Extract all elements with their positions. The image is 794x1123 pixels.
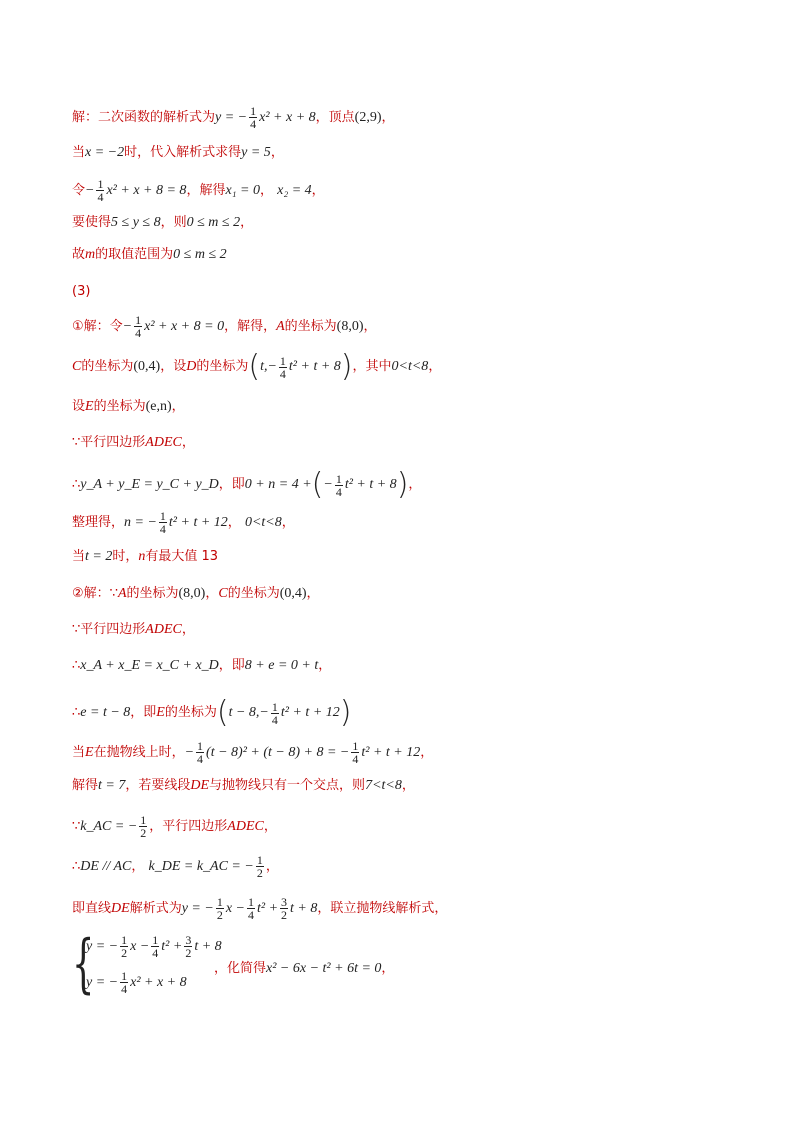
num: 1 <box>152 933 159 947</box>
solution-line-17 <box>72 695 352 730</box>
text: ，若要线段 <box>125 778 191 793</box>
solution-line-2 <box>72 144 284 162</box>
math: e = t − 8 <box>80 705 131 720</box>
num: 1 <box>121 969 128 983</box>
num: 1 <box>97 177 104 191</box>
text: 当 <box>72 744 86 760</box>
fraction <box>335 473 343 498</box>
solution-line-12 <box>72 510 295 535</box>
math: t + 8 <box>194 938 222 954</box>
math: t² + t + 12 <box>168 514 228 530</box>
text: 解得 <box>72 778 99 793</box>
text: 的坐标为 <box>284 318 337 334</box>
text: ，解得， <box>224 318 277 334</box>
math: − <box>122 318 133 334</box>
system-eq-2 <box>86 970 187 995</box>
solution-line-9 <box>72 398 185 416</box>
solution-line-11 <box>72 467 422 502</box>
math: E <box>85 744 94 760</box>
text: 的取值范围为 <box>95 247 174 262</box>
math: (0,4) <box>133 359 161 374</box>
math: x − <box>130 938 150 954</box>
fraction <box>134 314 142 339</box>
num: 1 <box>256 853 263 867</box>
den: 4 <box>121 982 128 996</box>
math: D <box>186 359 197 374</box>
math: 7<t<8 <box>365 778 402 793</box>
num: 1 <box>271 699 278 714</box>
den: 4 <box>335 484 342 499</box>
solution-line-1 <box>72 105 395 130</box>
text: ，设 <box>160 359 187 374</box>
math: x = −2 <box>85 145 125 160</box>
text: 有最大值 13 <box>145 549 219 564</box>
text: 设 <box>72 399 86 414</box>
math: t,− <box>260 359 277 374</box>
den: 2 <box>185 946 192 960</box>
comma: ， <box>227 514 245 530</box>
text: 整理得， <box>72 514 125 530</box>
text: ∵平行四边形 <box>72 435 146 450</box>
den: 4 <box>271 712 278 727</box>
solution-line-13 <box>72 548 218 566</box>
math: ADEC <box>227 818 264 834</box>
math: 8 + e = 0 + t <box>244 658 319 673</box>
den: 4 <box>97 190 104 204</box>
math: (e,n) <box>145 399 172 414</box>
comma: ， <box>270 145 284 160</box>
den: 2 <box>256 866 263 880</box>
comma: ， <box>318 658 332 673</box>
math: (t − 8)² + (t − 8) + 8 = − <box>206 744 350 760</box>
text: 即直线 <box>72 900 112 916</box>
text: ，则 <box>160 215 187 230</box>
den: 4 <box>135 326 142 340</box>
solution-line-19 <box>72 777 415 795</box>
text: ②解：∵ <box>72 586 118 601</box>
math: ADEC <box>145 435 182 450</box>
den: 2 <box>281 908 288 922</box>
text: ，化简得 <box>214 961 267 976</box>
den: 4 <box>279 366 286 381</box>
paren: ( <box>216 695 229 730</box>
text: 的坐标为 <box>81 359 134 374</box>
math: E <box>85 399 94 414</box>
num: 1 <box>335 471 342 486</box>
math: A <box>276 318 285 334</box>
paren: ) <box>340 349 353 384</box>
den: 4 <box>159 522 166 536</box>
math: y = − <box>181 900 214 916</box>
math: 0<t<8 <box>244 514 282 530</box>
fraction <box>249 105 257 130</box>
solution-line-3 <box>72 178 325 203</box>
fraction <box>151 934 159 959</box>
math: y = 5 <box>241 145 271 160</box>
solution-line-4 <box>72 214 253 232</box>
solution-line-16 <box>72 657 331 675</box>
math: 0 + n = 4 + <box>244 477 312 492</box>
math: 5 ≤ y ≤ 8 <box>111 215 161 230</box>
math: − <box>323 477 333 492</box>
solution-line-10 <box>72 434 195 452</box>
math: y = − <box>86 938 119 954</box>
text: 要使得 <box>72 215 112 230</box>
solution-line-20 <box>72 814 277 839</box>
solution-line-5 <box>72 246 227 264</box>
fraction <box>120 934 128 959</box>
text: 解：二次函数的解析式为 <box>72 109 216 125</box>
text: ，即 <box>218 658 245 673</box>
text: ∴ <box>72 477 81 492</box>
comma: ， <box>381 109 395 125</box>
num: 1 <box>121 933 128 947</box>
math: E <box>156 705 165 720</box>
fraction <box>96 178 104 203</box>
text: 的坐标为 <box>196 359 249 374</box>
text: 当 <box>72 145 86 160</box>
text: (3) <box>72 284 91 299</box>
math: 0 ≤ m ≤ 2 <box>186 215 241 230</box>
math: n <box>138 549 146 564</box>
fraction <box>184 934 192 959</box>
num: 3 <box>281 895 288 909</box>
fraction <box>159 510 167 535</box>
num: 1 <box>135 313 142 327</box>
text: 的坐标为 <box>164 705 217 720</box>
paren: ( <box>311 467 324 502</box>
text: 时，代入解析式求得 <box>124 145 242 160</box>
math: t + 8 <box>290 900 318 916</box>
text: ∴ <box>72 705 81 720</box>
comma: ， <box>420 744 434 760</box>
text: 的坐标为 <box>93 399 146 414</box>
math: x − <box>225 900 245 916</box>
math: A <box>117 586 127 601</box>
math: DE <box>190 778 210 793</box>
comma: ， <box>171 399 185 414</box>
solution-line-7 <box>72 314 377 339</box>
text: 的坐标为 <box>227 586 280 601</box>
paren: ( <box>248 349 261 384</box>
solution-line-14 <box>72 585 320 603</box>
text: ∵ <box>72 818 81 834</box>
math: k_DE = k_AC = − <box>148 858 254 874</box>
comma: ， <box>181 435 195 450</box>
math: x_A + x_E = x_C + x_D <box>80 658 219 673</box>
math: t² + t + 8 <box>288 359 341 374</box>
fraction <box>351 740 359 765</box>
math: t² + <box>256 900 279 916</box>
solution-line-8 <box>72 349 442 384</box>
num: 1 <box>352 739 359 753</box>
num: 1 <box>159 509 166 523</box>
comma: ， <box>363 318 377 334</box>
math: y = − <box>215 109 248 125</box>
math: − <box>184 744 195 760</box>
paren: ) <box>396 467 409 502</box>
math: y = − <box>86 974 119 990</box>
comma: ， <box>263 818 277 834</box>
math: DE // AC <box>80 858 132 874</box>
comma: ， <box>381 961 395 976</box>
solution-line-23 <box>214 960 394 978</box>
fraction <box>139 814 147 839</box>
left-brace: { <box>72 927 95 1001</box>
math: t² + t + 12 <box>361 744 421 760</box>
text: ，即 <box>130 705 157 720</box>
math: t = 2 <box>85 549 113 564</box>
comma: ， <box>265 858 279 874</box>
num: 1 <box>140 813 147 827</box>
math: (0,4) <box>279 586 307 601</box>
comma: ， <box>259 182 278 198</box>
system-eq-1 <box>86 934 222 959</box>
fraction <box>279 355 287 380</box>
text: ，其中 <box>352 359 392 374</box>
math: DE <box>111 900 130 916</box>
text: ，平行四边形 <box>149 818 228 834</box>
num: 1 <box>247 895 254 909</box>
solution-line-22 <box>72 896 447 921</box>
math: (2,9) <box>354 109 382 125</box>
text: 的坐标为 <box>126 586 179 601</box>
solution-line-15 <box>72 621 195 639</box>
solution-line-18 <box>72 740 433 765</box>
math: t² + t + 8 <box>344 477 397 492</box>
text: 令 <box>72 182 86 198</box>
den: 4 <box>250 117 257 131</box>
comma: ， <box>401 778 415 793</box>
num: 1 <box>279 353 286 368</box>
math: x² + x + 8 <box>259 109 316 125</box>
text: 在抛物线上时， <box>93 744 185 760</box>
text: 与抛物线只有一个交点，则 <box>209 778 366 793</box>
comma: ， <box>181 622 195 637</box>
math: C <box>218 586 228 601</box>
part-label <box>72 283 90 301</box>
num: 1 <box>250 104 257 118</box>
math: k_AC = − <box>80 818 138 834</box>
math: 0 ≤ m ≤ 2 <box>173 247 227 262</box>
solution-line-21 <box>72 854 279 879</box>
num: 3 <box>185 933 192 947</box>
text: ∵平行四边形 <box>72 622 146 637</box>
den: 2 <box>121 946 128 960</box>
text: ，联立抛物线解析式， <box>317 900 448 916</box>
math: C <box>72 359 82 374</box>
math: t = 7 <box>98 778 126 793</box>
fraction <box>120 970 128 995</box>
fraction <box>256 854 264 879</box>
math: x² + x + 8 = 0 <box>144 318 225 334</box>
text: ，即 <box>218 477 245 492</box>
text: ，顶点 <box>315 109 355 125</box>
fraction <box>280 896 288 921</box>
comma: ， <box>240 215 254 230</box>
math: x₂ = 4 <box>277 182 312 198</box>
fraction <box>271 701 279 726</box>
math: − <box>85 182 95 198</box>
comma: ， <box>311 182 325 198</box>
math: x₁ = 0 <box>225 182 260 198</box>
text: 时， <box>112 549 139 564</box>
paren: ) <box>339 695 352 730</box>
math: x² + x + 8 = 8 <box>106 182 187 198</box>
text: ∴ <box>72 858 81 874</box>
math: x² + x + 8 <box>130 974 187 990</box>
fraction <box>216 896 224 921</box>
num: 1 <box>197 739 204 753</box>
math: t² + t + 12 <box>280 705 340 720</box>
text: ①解：令 <box>72 318 123 334</box>
math: x² − 6x − t² + 6t = 0 <box>266 961 382 976</box>
den: 4 <box>197 752 204 766</box>
den: 2 <box>140 826 147 840</box>
math: y_A + y_E = y_C + y_D <box>80 477 219 492</box>
math: ADEC <box>145 622 182 637</box>
fraction <box>247 896 255 921</box>
math: m <box>85 247 96 262</box>
text: 当 <box>72 549 86 564</box>
text: ∴ <box>72 658 81 673</box>
comma: ， <box>131 858 149 874</box>
comma: ， <box>408 477 422 492</box>
math: t − 8,− <box>228 705 269 720</box>
num: 1 <box>216 895 223 909</box>
comma: ， <box>428 359 442 374</box>
math: (8,0) <box>178 586 206 601</box>
den: 4 <box>152 946 159 960</box>
den: 2 <box>216 908 223 922</box>
math: (8,0) <box>336 318 364 334</box>
math: n = − <box>124 514 157 530</box>
den: 4 <box>352 752 359 766</box>
fraction <box>196 740 204 765</box>
den: 4 <box>247 908 254 922</box>
math: t² + <box>161 938 183 954</box>
math: 0<t<8 <box>391 359 429 374</box>
text: 解析式为 <box>129 900 182 916</box>
text: ，解得 <box>186 182 226 198</box>
comma: ， <box>306 586 320 601</box>
text: 故 <box>72 247 86 262</box>
comma: ， <box>205 586 219 601</box>
comma: ， <box>281 514 295 530</box>
